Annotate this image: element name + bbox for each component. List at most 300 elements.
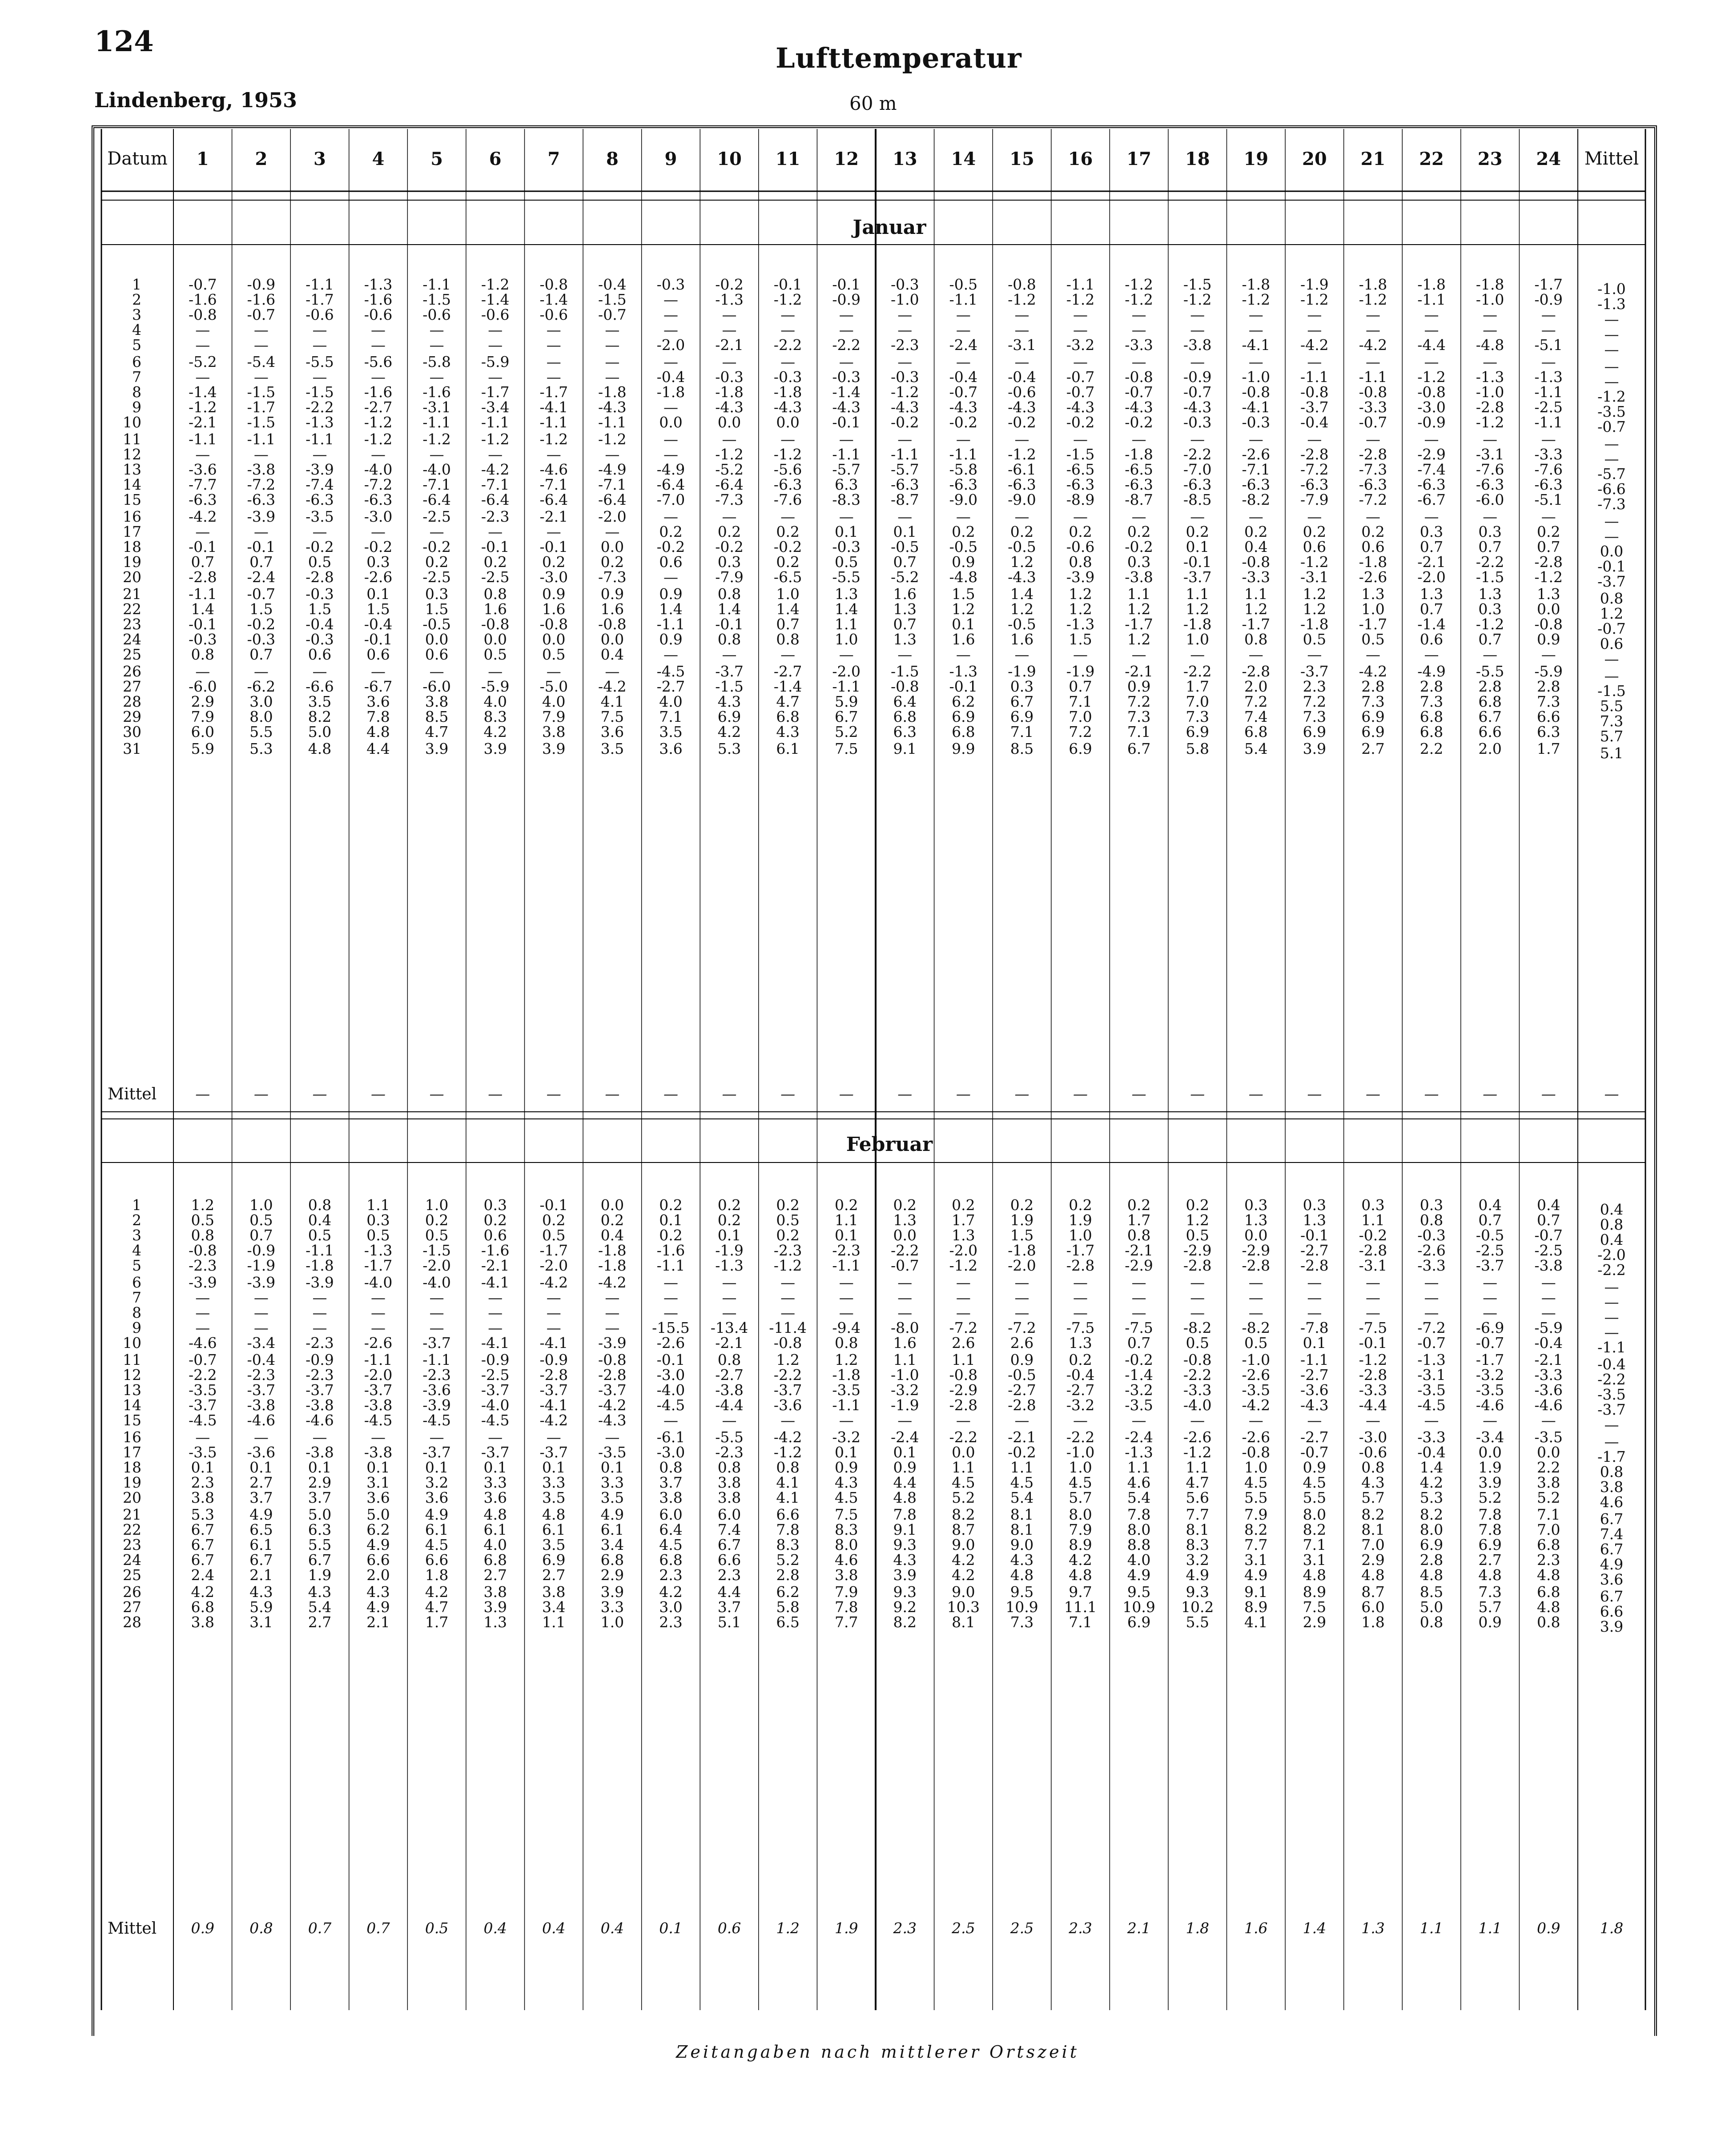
februar-cell: -1.3 [1125,1444,1153,1461]
februar-cell: -4.6 [306,1412,334,1429]
februar-cell: 7.1 [1536,1506,1560,1523]
februar-cell: 0.5 [191,1211,215,1229]
februar-cell: -4.5 [656,1396,685,1414]
februar-cell: 3.9 [1478,1474,1502,1491]
februar-cell: 1.3 [1303,1211,1327,1229]
februar-cell: 4.5 [1303,1474,1327,1491]
januar-cell: 0.9 [659,631,683,648]
februar-cell: -3.4 [1476,1428,1504,1446]
februar-cell: 3.8 [834,1566,858,1584]
februar-cell: -2.2 [1183,1366,1212,1384]
januar-cell: 1.5 [249,600,273,618]
januar-cell: 6.8 [1419,708,1444,725]
februar-cell: 4.9 [425,1506,449,1523]
januar-cell: 0.2 [1536,523,1560,540]
januar-mean-cell: -5.7 [1597,465,1626,483]
januar-cell: -0.2 [306,538,334,555]
februar-cell: 4.3 [366,1583,390,1601]
februar-cell: 0.8 [1361,1459,1385,1476]
januar-cell: -1.1 [188,585,217,603]
februar-cell: 0.3 [1361,1196,1385,1214]
januar-cell: -7.1 [481,476,510,493]
februar-cell: 4.6 [1127,1474,1151,1491]
februar-cell: 6.7 [191,1521,215,1538]
februar-cell: 1.9 [308,1566,332,1584]
januar-mean-cell: — [1604,341,1619,358]
januar-cell: -5.5 [1476,663,1504,680]
januar-mean-cell: -7.3 [1597,495,1626,513]
januar-cell: 0.7 [1536,538,1560,555]
januar-cell: 0.0 [776,414,800,431]
februar-cell: 2.9 [1361,1551,1385,1569]
januar-cell: -0.6 [422,306,451,323]
februar-cell: — [1131,1304,1146,1321]
januar-cell: -0.5 [949,538,978,555]
header-hour: 15 [1009,149,1034,169]
januar-cell: -4.3 [1066,398,1095,416]
januar-cell: 6.3 [893,723,917,740]
februar-cell: 8.1 [952,1613,975,1631]
januar-cell: — [1248,306,1263,323]
januar-cell: -1.1 [539,414,568,431]
januar-cell: -1.7 [539,383,568,401]
januar-cell: 1.5 [308,600,332,618]
februar-cell: -0.5 [1008,1366,1036,1384]
januar-cell: 6.7 [1127,740,1151,757]
januar-cell: — [1424,646,1439,663]
januar-day-label: 13 [123,461,141,478]
januar-cell: -6.3 [1476,476,1504,493]
januar-cell: 8.2 [308,708,332,725]
februar-cell: — [546,1289,561,1306]
februar-cell: 0.2 [834,1196,858,1214]
februar-cell: -3.7 [247,1381,276,1399]
januar-cell: 1.5 [366,600,390,618]
januar-cell: 4.2 [717,723,741,740]
februar-cell: 4.3 [1010,1551,1034,1569]
februar-cell: 3.2 [425,1474,449,1491]
februar-cell: 4.4 [893,1474,917,1491]
januar-mean-cell: — [1604,435,1619,452]
februar-cell: -3.2 [1066,1396,1095,1414]
februar-cell: 3.8 [659,1489,683,1506]
februar-cell: -4.6 [188,1334,217,1352]
februar-cell: 4.2 [659,1583,683,1601]
februar-cell: 7.5 [1303,1598,1327,1616]
januar-cell: 0.8 [191,646,215,663]
februar-cell: 0.2 [1010,1196,1034,1214]
januar-cell: -6.3 [1008,476,1036,493]
februar-cell: -0.8 [773,1334,802,1352]
februar-cell: -2.8 [1359,1242,1387,1259]
header-hour: 18 [1185,149,1210,169]
januar-cell: -4.6 [539,461,568,478]
januar-cell: -6.3 [1359,476,1387,493]
januar-cell: -2.0 [832,663,861,680]
januar-cell: — [897,646,913,663]
januar-cell: -1.5 [1066,446,1095,463]
januar-cell: -1.8 [656,383,685,401]
januar-day-label: 31 [123,740,141,757]
januar-cell: -2.3 [481,508,510,525]
januar-cell: 1.2 [1303,600,1327,618]
februar-cell: -0.4 [1417,1444,1446,1461]
februar-day-label: 15 [123,1412,141,1429]
februar-cell: -0.1 [1300,1227,1329,1244]
januar-cell: — [1014,646,1029,663]
februar-cell: 0.1 [191,1459,215,1476]
januar-mean-cell: — [1604,450,1619,467]
januar-cell: -0.1 [247,538,276,555]
januar-cell: 0.2 [1069,523,1092,540]
januar-cell: -6.4 [715,476,744,493]
februar-cell: -3.7 [188,1396,217,1414]
februar-cell: -2.6 [656,1334,685,1352]
februar-cell: 0.0 [1244,1227,1268,1244]
februar-cell: 0.2 [483,1211,507,1229]
januar-mean-row-cell: — [1073,1085,1088,1102]
januar-mean-cell: — [1604,527,1619,545]
januar-cell: — [1073,646,1088,663]
januar-cell: -1.5 [715,678,744,695]
januar-cell: 0.8 [483,585,507,603]
januar-cell: 1.6 [483,600,507,618]
februar-cell: -3.5 [1476,1381,1504,1399]
februar-cell: 2.8 [776,1566,800,1584]
januar-cell: -6.7 [1417,491,1446,508]
januar-cell: 0.9 [1127,678,1151,695]
januar-cell: -3.4 [481,398,510,416]
februar-day-label: 10 [123,1334,141,1352]
januar-cell: 6.3 [1536,723,1560,740]
februar-cell: -3.9 [598,1334,627,1352]
februar-mean-row-cell: 1.1 [1419,1919,1444,1937]
februar-cell: 7.3 [1478,1583,1502,1601]
februar-cell: -3.4 [247,1334,276,1352]
februar-cell: -2.6 [1242,1428,1271,1446]
januar-cell: 0.1 [834,523,858,540]
februar-cell: — [546,1304,561,1321]
februar-cell: 1.0 [1069,1459,1092,1476]
januar-cell: -1.6 [188,291,217,308]
januar-cell: -0.2 [949,414,978,431]
januar-mean-cell: — [1604,667,1619,684]
januar-cell: -6.4 [539,491,568,508]
januar-cell: -1.2 [364,430,393,448]
januar-cell: — [253,523,269,540]
februar-cell: — [1424,1274,1439,1291]
header-hour: 2 [255,149,268,169]
februar-cell: 0.1 [600,1459,624,1476]
februar-cell: -1.7 [1476,1351,1504,1368]
februar-cell: — [780,1289,796,1306]
januar-cell: 0.2 [659,523,683,540]
januar-cell: — [897,430,913,448]
januar-cell: -0.1 [188,538,217,555]
januar-cell: -2.2 [1183,446,1212,463]
februar-cell: -1.2 [1359,1351,1387,1368]
januar-cell: -5.5 [306,353,334,370]
januar-cell: -1.3 [949,663,978,680]
januar-cell: -7.2 [247,476,276,493]
februar-cell: — [1014,1412,1029,1429]
januar-cell: -7.2 [1359,491,1387,508]
januar-cell: — [1131,306,1146,323]
januar-cell: — [605,336,620,354]
januar-cell: 0.5 [308,553,332,571]
februar-cell: 6.5 [776,1613,800,1631]
januar-cell: — [429,523,444,540]
januar-day-label: 27 [123,678,141,695]
februar-cell: -3.2 [832,1428,861,1446]
februar-cell: — [546,1319,561,1336]
februar-cell: -4.4 [715,1396,744,1414]
januar-cell: -1.2 [1534,568,1563,586]
februar-cell: — [1483,1289,1498,1306]
januar-cell: -4.4 [1417,336,1446,354]
januar-cell: -3.1 [422,398,451,416]
januar-cell: -7.0 [1183,461,1212,478]
januar-cell: 6.9 [1361,723,1385,740]
februar-cell: -2.7 [1008,1381,1036,1399]
januar-cell: 0.6 [366,646,390,663]
februar-cell: 7.8 [776,1521,800,1538]
januar-cell: -1.1 [306,276,334,293]
januar-cell: 6.9 [1069,740,1092,757]
februar-cell: 3.6 [425,1489,449,1506]
januar-cell: — [1424,430,1439,448]
januar-cell: 1.6 [952,631,975,648]
januar-cell: — [1131,430,1146,448]
februar-cell: 0.1 [542,1459,566,1476]
februar-cell: -3.7 [539,1381,568,1399]
januar-cell: — [1483,353,1498,370]
januar-cell: 1.3 [1478,585,1502,603]
januar-cell: -3.8 [1183,336,1212,354]
header-hour: 21 [1360,149,1386,169]
februar-cell: — [1365,1412,1380,1429]
januar-cell: — [1541,508,1556,525]
februar-cell: 4.8 [1303,1566,1327,1584]
januar-cell: -2.4 [949,336,978,354]
februar-cell: — [1014,1274,1029,1291]
januar-cell: — [1131,321,1146,338]
februar-cell: -4.3 [1300,1396,1329,1414]
februar-cell: -4.0 [481,1396,510,1414]
februar-cell: — [371,1289,386,1306]
januar-cell: — [605,523,620,540]
februar-cell: -1.1 [422,1351,451,1368]
januar-cell: -0.7 [1359,414,1387,431]
februar-cell: 4.4 [717,1583,741,1601]
februar-cell: -11.4 [769,1319,807,1336]
februar-cell: — [1424,1412,1439,1429]
februar-cell: -1.9 [715,1242,744,1259]
januar-cell: -2.8 [1534,553,1563,571]
februar-cell: — [195,1304,210,1321]
januar-cell: 0.2 [542,553,566,571]
januar-day-label: 2 [132,291,141,308]
januar-day-label: 9 [132,398,141,416]
februar-cell: 4.5 [1069,1474,1092,1491]
februar-cell: 0.2 [776,1227,800,1244]
januar-day-label: 11 [123,430,141,448]
januar-cell: — [897,306,913,323]
februar-cell: -2.8 [949,1396,978,1414]
januar-cell: 0.6 [1303,538,1327,555]
februar-cell: 4.3 [1361,1474,1385,1491]
januar-cell: -0.7 [1066,383,1095,401]
februar-cell: -4.2 [773,1428,802,1446]
januar-cell: -3.8 [247,461,276,478]
februar-mean-row-cell: 0.4 [600,1919,624,1937]
februar-cell: 0.3 [366,1211,390,1229]
februar-mean-row-cell: 0.1 [659,1919,683,1937]
januar-cell: -0.8 [1242,553,1271,571]
februar-cell: 0.1 [1303,1334,1327,1352]
januar-cell: 6.8 [1244,723,1268,740]
januar-cell: -0.9 [832,291,861,308]
januar-cell: -0.8 [1534,615,1563,633]
januar-cell: -1.2 [1125,276,1153,293]
januar-cell: 6.6 [1478,723,1502,740]
januar-cell: -3.1 [1008,336,1036,354]
januar-cell: — [371,321,386,338]
header-hour: 4 [372,149,385,169]
februar-cell: -2.6 [364,1334,393,1352]
januar-cell: -5.5 [832,568,861,586]
februar-cell: -2.3 [715,1444,744,1461]
februar-cell: -3.6 [422,1381,451,1399]
januar-cell: — [605,353,620,370]
februar-cell: -4.0 [1183,1396,1212,1414]
februar-cell: -3.7 [481,1381,510,1399]
februar-cell: -0.8 [188,1242,217,1259]
februar-cell: 7.8 [1478,1506,1502,1523]
januar-day-label: 4 [132,321,141,338]
januar-cell: -6.5 [1125,461,1153,478]
januar-cell: 0.5 [1303,631,1327,648]
januar-cell: -1.2 [1300,553,1329,571]
januar-mean-row-cell: — [663,1085,678,1102]
februar-cell: 8.0 [1127,1521,1151,1538]
januar-cell: — [1365,508,1380,525]
februar-cell: — [253,1428,269,1446]
februar-cell: — [312,1428,327,1446]
januar-mean-cell: -0.7 [1597,620,1626,637]
januar-cell: -5.6 [773,461,802,478]
februar-cell: -2.8 [539,1366,568,1384]
januar-cell: -1.2 [364,414,393,431]
header-hour: 24 [1536,149,1561,169]
februar-cell: -1.9 [890,1396,919,1414]
januar-cell: -0.4 [1008,368,1036,386]
februar-cell: 6.1 [425,1521,449,1538]
februar-cell: — [956,1289,971,1306]
januar-cell: 6.7 [1010,693,1034,710]
januar-cell: 0.1 [366,585,390,603]
februar-cell: 6.9 [542,1551,566,1569]
februar-cell: -0.9 [247,1242,276,1259]
januar-cell: — [1424,353,1439,370]
februar-cell: -1.2 [949,1257,978,1274]
header-mittel: Mittel [1584,149,1639,169]
januar-cell: — [1307,306,1322,323]
header-hour: 17 [1126,149,1151,169]
januar-cell: -4.5 [656,663,685,680]
februar-day-label: 3 [132,1227,141,1244]
januar-cell: -4.2 [1359,336,1387,354]
januar-cell: -2.5 [481,568,510,586]
januar-cell: — [1483,321,1498,338]
januar-mean-cell: 0.8 [1600,590,1624,607]
februar-cell: 1.1 [542,1613,566,1631]
januar-cell: — [956,646,971,663]
januar-cell: 0.0 [1536,600,1560,618]
februar-cell: -4.6 [1476,1396,1504,1414]
februar-cell: — [722,1412,737,1429]
februar-mean-row-cell: 1.2 [776,1919,800,1937]
februar-mean-row-cell: 0.6 [717,1919,741,1937]
februar-cell: 0.1 [366,1459,390,1476]
januar-cell: — [1014,353,1029,370]
februar-cell: 3.3 [483,1474,507,1491]
februar-cell: — [1073,1304,1088,1321]
februar-day-label: 24 [123,1551,141,1569]
februar-cell: 0.9 [893,1459,917,1476]
februar-cell: -0.3 [1417,1227,1446,1244]
februar-mean-row-cell: 0.4 [483,1919,507,1937]
januar-cell: -1.0 [1476,383,1504,401]
februar-cell: 3.0 [659,1598,683,1616]
februar-cell: 0.0 [1536,1444,1560,1461]
januar-cell: -1.1 [656,615,685,633]
februar-cell: -0.5 [1476,1227,1504,1244]
januar-cell: -7.6 [1534,461,1563,478]
januar-cell: 1.7 [1186,678,1209,695]
januar-cell: -1.1 [1359,368,1387,386]
februar-cell: -7.5 [1125,1319,1153,1336]
januar-cell: -2.1 [715,336,744,354]
januar-cell: -0.1 [481,538,510,555]
januar-cell: — [195,663,210,680]
februar-cell: 4.5 [425,1536,449,1553]
februar-cell: 3.4 [542,1598,566,1616]
januar-mean-row-cell: — [780,1085,796,1102]
februar-cell: -3.7 [422,1444,451,1461]
januar-cell: — [429,336,444,354]
januar-cell: -6.4 [598,491,627,508]
februar-cell: 1.1 [893,1351,917,1368]
januar-cell: 1.5 [1069,631,1092,648]
januar-cell: — [722,508,737,525]
januar-cell: -4.3 [949,398,978,416]
januar-cell: 1.6 [893,585,917,603]
januar-cell: -1.8 [1183,615,1212,633]
januar-cell: -1.2 [481,276,510,293]
januar-day-label: 6 [132,353,141,370]
februar-cell: — [722,1304,737,1321]
januar-cell: -3.8 [1125,568,1153,586]
januar-cell: -2.7 [773,663,802,680]
januar-cell: 0.9 [1536,631,1560,648]
januar-cell: -8.9 [1066,491,1095,508]
januar-cell: — [780,321,796,338]
januar-cell: — [253,321,269,338]
februar-cell: — [1248,1304,1263,1321]
januar-mean-cell: — [1604,358,1619,375]
januar-cell: — [1424,508,1439,525]
